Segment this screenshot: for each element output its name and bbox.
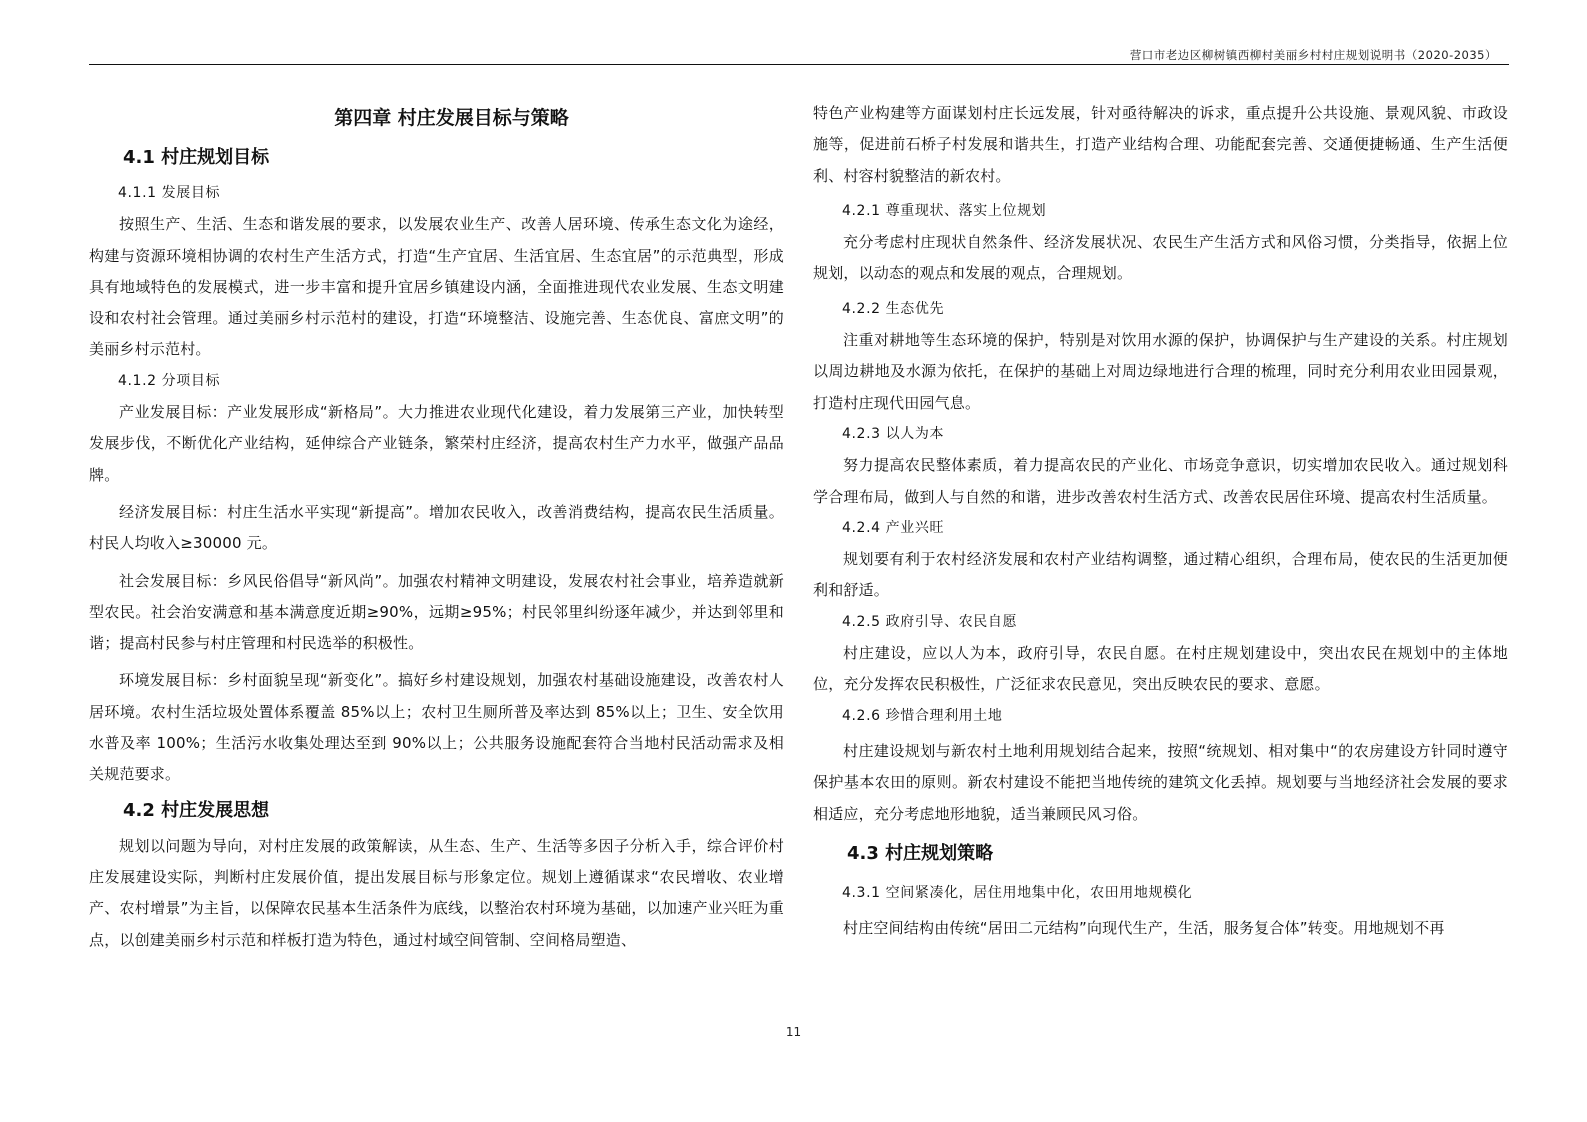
subsection-4-1-1-heading: 4.1.1 发展目标 (118, 185, 221, 201)
paragraph-4-2-3: 努力提高农民整体素质，着力提高农民的产业化、市场竞争意识，切实增加农民收入。通过规划科学合理布局，做到人与自然的和谐，进步改善农村生活方式、改善农民居住环境、提高农村生活质量。 (813, 456, 1508, 506)
section-4-1-heading: 4.1 村庄规划目标 (123, 147, 270, 168)
paragraph-4-2-2: 注重对耕地等生态环境的保护，特别是对饮用水源的保护，协调保护与生产建设的关系。村庄规划以周边耕地及水源为依托，在保护的基础上对周边绿地进行合理的梳理，同时充分利用农业田园景观，打造村庄现代田园气息。 (813, 331, 1508, 412)
paragraph-4-2-4: 规划要有利于农村经济发展和农村产业结构调整，通过精心组织，合理布局，使农民的生活更加便利和舒适。 (813, 550, 1508, 600)
paragraph-4-2-6: 村庄建设规划与新农村土地利用规划结合起来，按照“统规划、相对集中“的农房建设方针同时遵守保护基本农田的原则。新农村建设不能把当地传统的建筑文化丢掉。规划要与当地经济社会发展的要求相适应，充分考虑地形地貌，适当兼顾民风习俗。 (813, 741, 1508, 823)
subsection-4-2-2-heading: 4.2.2 生态优先 (842, 300, 945, 317)
paragraph-society-goal: 社会发展目标：乡风民俗倡导“新风尚”。加强农村精神文明建设，发展农村社会事业，培养造就新型农民。社会治安满意和基本满意度近期≥90%，远期≥95%；村民邻里纠纷逐年减少，并达到邻里和谐；提高村民参与村庄管理和村民选举的积极性。 (89, 571, 784, 653)
paragraph-4-1-1: 按照生产、生活、生态和谐发展的要求，以发展农业生产、改善人居环境、传承生态文化为途经，构建与资源环境相协调的农村生产生活方式，打造“生产宜居、生活宜居、生态宜居”的示范典型，形成具有地域特色的发展模式，进一步丰富和提升宜居乡镇建设内涵，全面推进现代农业发展、生态文明建设和农村社会管理。通过美丽乡村示范村的建设，打造“环境整洁、设施完善、生态优良、富庶文明”的美丽乡村示范村。 (89, 215, 784, 359)
right-column (813, 98, 1508, 944)
paragraph-4-3-1: 村庄空间结构由传统“居田二元结构”向现代生产，生活，服务复合体”转变。用地规划不再 (843, 919, 1445, 938)
subsection-4-1-2-heading: 4.1.2 分项目标 (118, 372, 221, 389)
section-4-2-heading: 4.2 村庄发展思想 (123, 799, 270, 821)
paragraph-environment-goal: 环境发展目标：乡村面貌呈现“新变化”。搞好乡村建设规划，加强农村基础设施建设，改善农村人居环境。农村生活垃圾处置体系覆盖 85%以上；农村卫生厕所普及率达到 85%以上；卫生、安全饮用水普及率 100%；生活污水收集处理达至到 90%以上；公共服务设施配套符合当地村民活动需求及相关规范要求。 (89, 671, 784, 784)
subsection-4-2-4-heading: 4.2.4 产业兴旺 (842, 519, 945, 536)
paragraph-economy-goal: 经济发展目标：村庄生活水平实现“新提高”。增加农民收入，改善消费结构，提高农民生活质量。村民人均收入≥30000 元。 (89, 502, 784, 553)
subsection-4-3-1-heading: 4.3.1 空间紧凑化，居住用地集中化，农田用地规模化 (842, 884, 1193, 901)
page-number: 11 (785, 1025, 802, 1039)
subsection-4-2-1-heading: 4.2.1 尊重现状、落实上位规划 (842, 202, 1047, 219)
chapter-title: 第四章 村庄发展目标与策略 (334, 107, 569, 129)
paragraph-industry-goal: 产业发展目标：产业发展形成“新格局”。大力推进农业现代化建设，着力发展第三产业，加快转型发展步伐，不断优化产业结构，延伸综合产业链条，繁荣村庄经济，提高农村生产力水平，做强产品品牌。 (89, 403, 784, 484)
subsection-4-2-3-heading: 4.2.3 以人为本 (842, 425, 945, 442)
left-column (89, 98, 784, 956)
paragraph-4-2-1: 充分考虑村庄现状自然条件、经济发展状况、农民生产生活方式和风俗习惯，分类指导，依据上位规划，以动态的观点和发展的观点，合理规划。 (813, 233, 1508, 283)
header-rule (89, 64, 1509, 65)
subsection-4-2-5-heading: 4.2.5 政府引导、农民自愿 (842, 613, 1018, 630)
paragraph-4-2-continued: 特色产业构建等方面谋划村庄长远发展，针对亟待解决的诉求，重点提升公共设施、景观风貌、市政设施等，促进前石桥子村发展和谐共生，打造产业结构合理、功能配套完善、交通便捷畅通、生产生活便利、村容村貌整洁的新农村。 (813, 104, 1508, 185)
paragraph-4-2: 规划以问题为导向，对村庄发展的政策解读，从生态、生产、生活等多因子分析入手，综合评价村庄发展建设实际，判断村庄发展价值，提出发展目标与形象定位。规划上遵循谋求“农民增收、农业增产、农村增景”为主旨，以保障农民基本生活条件为底线，以整治农村环境为基础，以加速产业兴旺为重点，以创建美丽乡村示范和样板打造为特色，通过村域空间管制、空间格局塑造、 (89, 836, 784, 949)
running-header: 营口市老边区柳树镇西柳村美丽乡村村庄规划说明书（2020-2035） (1129, 48, 1497, 62)
paragraph-4-2-5: 村庄建设，应以人为本，政府引导，农民自愿。在村庄规划建设中，突出农民在规划中的主体地位，充分发挥农民积极性，广泛征求农民意见，突出反映农民的要求、意愿。 (813, 644, 1508, 694)
section-4-3-heading: 4.3 村庄规划策略 (847, 842, 994, 864)
subsection-4-2-6-heading: 4.2.6 珍惜合理利用土地 (842, 707, 1003, 724)
